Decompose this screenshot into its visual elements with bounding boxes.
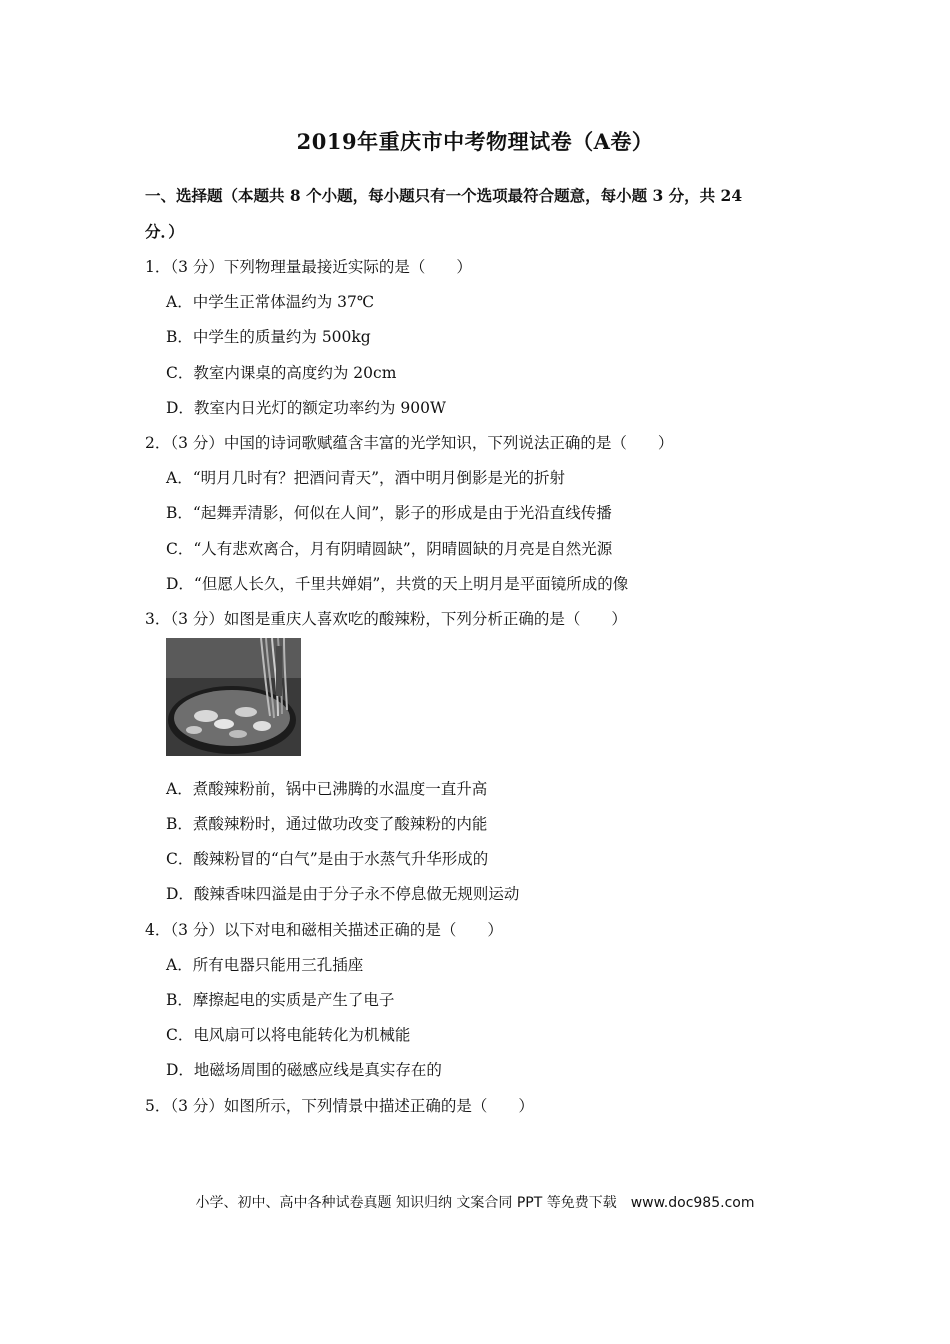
question-5-stem: 5．（3 分）如图所示，下列情景中描述正确的是（ ）	[145, 1097, 534, 1115]
question-3-stem: 3．（3 分）如图是重庆人喜欢吃的酸辣粉，下列分析正确的是（ ）	[145, 610, 627, 628]
question-1-option-d: D．教室内日光灯的额定功率约为 900W	[166, 399, 446, 417]
page-footer: 小学、初中、高中各种试卷真题 知识归纳 文案合同 PPT 等免费下载 www.doc985.com	[195, 1195, 755, 1211]
question-3-option-c: C．酸辣粉冒的“白气”是由于水蒸气升华形成的	[166, 850, 489, 868]
question-3-option-a: A．煮酸辣粉前，锅中已沸腾的水温度一直升高	[166, 780, 488, 798]
question-1-option-c: C．教室内课桌的高度约为 20cm	[166, 364, 397, 382]
question-4-option-b: B．摩擦起电的实质是产生了电子	[166, 991, 395, 1009]
question-2-option-b: B．“起舞弄清影，何似在人间”，影子的形成是由于光沿直线传播	[166, 504, 612, 522]
question-3-option-b: B．煮酸辣粉时，通过做功改变了酸辣粉的内能	[166, 815, 488, 833]
section-heading-line2: 分．）	[145, 222, 184, 241]
question-1-option-a: A．中学生正常体温约为 37℃	[166, 293, 375, 311]
question-2-option-c: C．“人有悲欢离合，月有阴晴圆缺”，阴晴圆缺的月亮是自然光源	[166, 540, 613, 558]
question-2-stem: 2．（3 分）中国的诗词歌赋蕴含丰富的光学知识，下列说法正确的是（ ）	[145, 434, 674, 452]
question-4-option-c: C．电风扇可以将电能转化为机械能	[166, 1026, 411, 1044]
question-1-option-b: B．中学生的质量约为 500kg	[166, 328, 371, 346]
question-2-option-d: D．“但愿人长久，千里共婵娟”，共赏的天上明月是平面镜所成的像	[166, 575, 629, 593]
question-4-stem: 4．（3 分）以下对电和磁相关描述正确的是（ ）	[145, 921, 503, 939]
question-3-option-d: D．酸辣香味四溢是由于分子永不停息做无规则运动	[166, 885, 520, 903]
question-2-option-a: A．“明月几时有？把酒问青天”，酒中明月倒影是光的折射	[166, 469, 566, 487]
question-4-option-d: D．地磁场周围的磁感应线是真实存在的	[166, 1061, 442, 1079]
noodle-bowl-photo	[166, 638, 301, 756]
question-4-option-a: A．所有电器只能用三孔插座	[166, 956, 364, 974]
question-1-stem: 1．（3 分）下列物理量最接近实际的是（ ）	[145, 258, 472, 276]
page-title: 2019年重庆市中考物理试卷（A卷）	[296, 129, 654, 154]
section-heading-line1: 一、选择题（本题共 8 个小题，每小题只有一个选项最符合题意，每小题 3 分，共 24	[145, 186, 743, 205]
